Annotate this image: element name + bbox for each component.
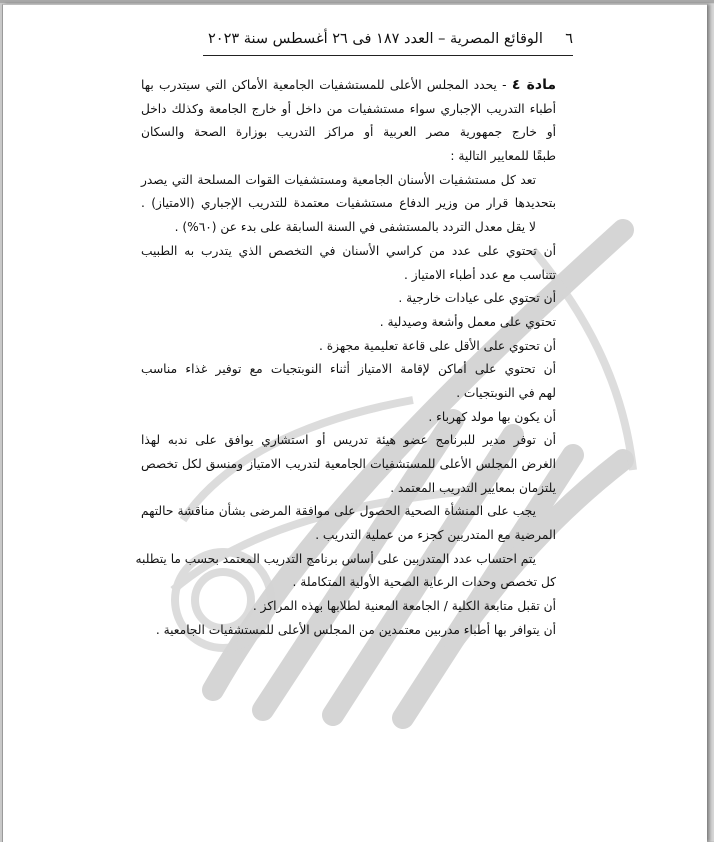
paragraph-line: أطباء التدريب الإجباري سواء مستشفيات من داخل أو خارج الجامعة وكذلك داخل [141, 101, 556, 116]
paragraph-line: بتحديدها قرار من وزير الدفاع مستشفيات معتمدة للتدريب الإجباري (الامتياز) . [141, 196, 556, 211]
paragraph-line: أن تحتوي على عدد من كراسي الأسنان في التخصص الذي يتدرب به الطبيب [141, 243, 556, 258]
paragraph-line: يجب على المنشأة الصحية الحصول على موافقة المرضى بشأن مناقشة حالتهم [141, 504, 536, 519]
document-page [2, 4, 707, 842]
paragraph-line: أن تقبل متابعة الكلية / الجامعة المعنية لطلابها بهذه المراكز . [252, 599, 556, 614]
gazette-title: الوقائع المصرية – العدد ١٨٧ فى ٢٦ أغسطس سنة ٢٠٢٣ [208, 31, 543, 47]
paragraph-line: طبقًا للمعايير التالية : [450, 149, 556, 164]
paragraph-line: لا يقل معدل التردد بالمستشفى في السنة السابقة على بدء عن (٦٠%) . [174, 220, 536, 235]
paragraph-line: يلتزمان بمعايير التدريب المعتمد . [390, 480, 556, 495]
viewer-toolbar-edge [0, 0, 714, 3]
paragraph-line: أن يتوافر بها أطباء مدربين معتمدين من المجلس الأعلى للمستشفيات الجامعية . [155, 622, 556, 637]
paragraph-line: تتناسب مع عدد أطباء الامتياز . [403, 267, 556, 282]
page-header [208, 31, 573, 53]
paragraph-line: المرضية مع المتدربين كجزء من عملية التدريب . [315, 528, 556, 543]
paragraph-line: يتم احتساب عدد المتدربين على أساس برنامج التدريب المعتمد بحسب ما يتطلبه [135, 551, 536, 566]
paragraph-line: كل تخصص وحدات الرعاية الصحية الأولية المتكاملة . [292, 575, 556, 590]
paragraph-line: لهم في النوبتجيات . [456, 385, 556, 400]
paragraph-line: الغرض المجلس الأعلى للمستشفيات الجامعية لتدريب الامتياز ومنسق لكل تخصص [141, 457, 556, 471]
paragraph-line: أن تحتوي على الأقل على قاعة تعليمية مجهزة . [318, 338, 556, 353]
article-intro: - يحدد المجلس الأعلى للمستشفيات الجامعية الأماكن التي سيتدرب بها [141, 78, 512, 92]
paragraph-line: أو خارج جمهورية مصر العربية أو مراكز التدريب بوزارة الصحة والسكان [141, 125, 556, 140]
paragraph-line: أن توفر مدير للبرنامج عضو هيئة تدريس أو استشاري يوافق على ندبه لهذا [141, 433, 556, 448]
paragraph-line: أن تحتوي على أماكن لإقامة الامتياز أثناء النوبتجيات مع توفير غذاء مناسب [141, 362, 556, 377]
paragraph-line: تعد كل مستشفيات الأسنان الجامعية ومستشفيات القوات المسلحة التي يصدر [141, 172, 536, 187]
article-body [135, 74, 557, 643]
paragraph-line: أن تحتوي على عيادات خارجية . [398, 291, 556, 306]
paragraph-line: أن يكون بها مولد كهرباء . [428, 409, 556, 424]
page-number: ٦ [565, 31, 573, 47]
scrollbar-track[interactable] [708, 4, 714, 841]
header-divider [203, 55, 573, 56]
paragraph-line [141, 74, 556, 98]
paragraph-line: تحتوي على معمل وأشعة وصيدلية . [379, 314, 556, 329]
article-label: مادة ٤ [511, 77, 557, 93]
